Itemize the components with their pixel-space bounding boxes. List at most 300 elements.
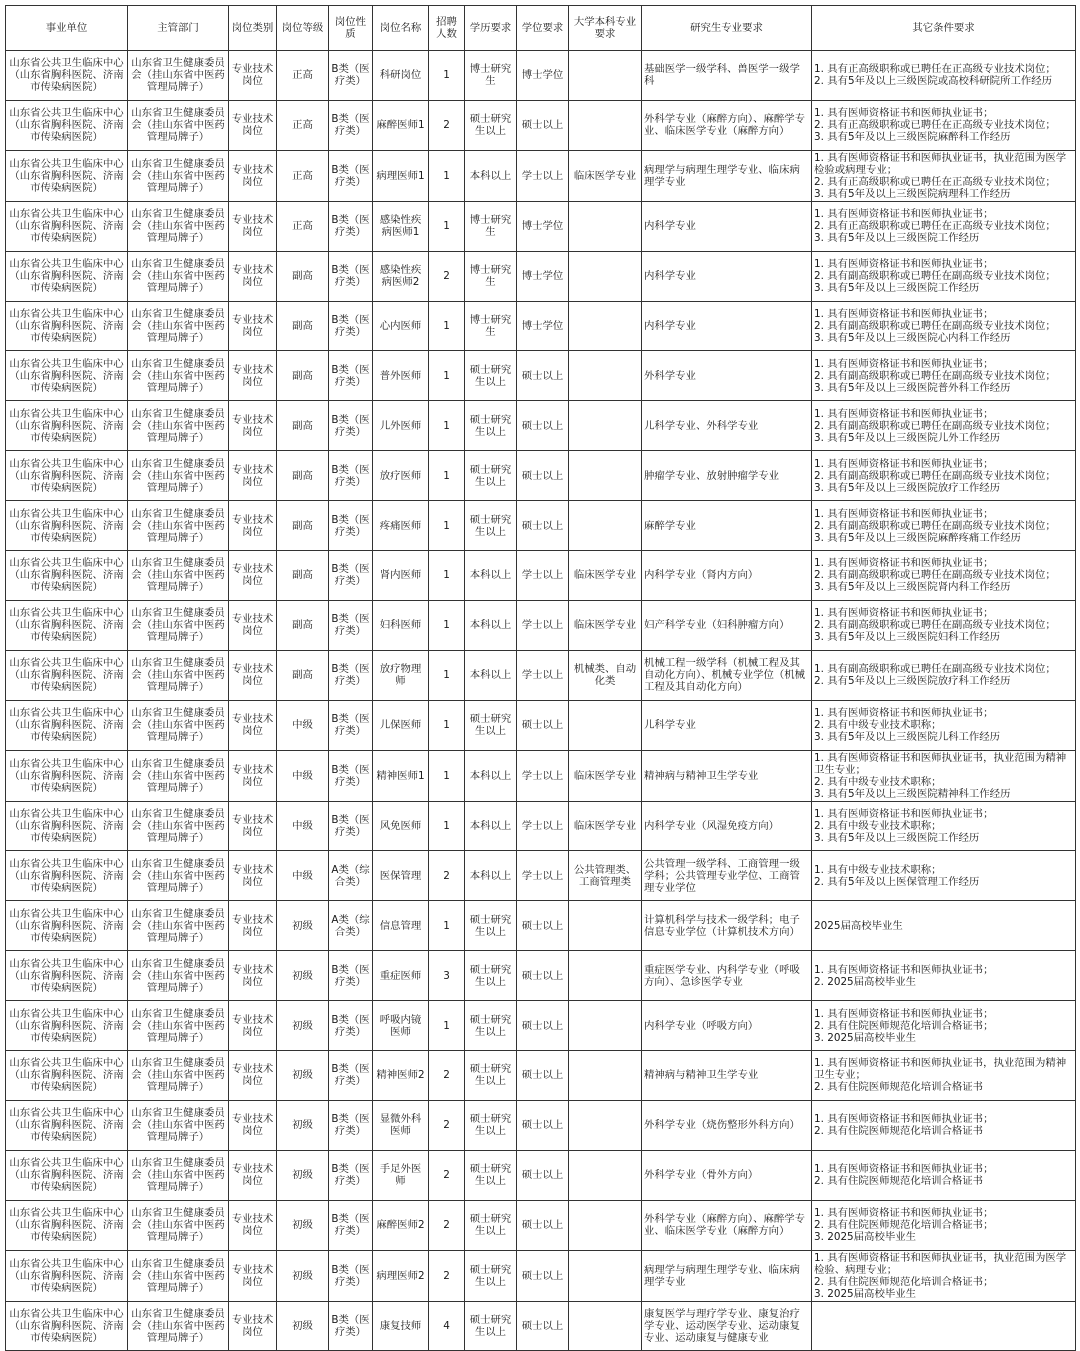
category-cell: 专业技术岗位	[229, 1200, 277, 1250]
other-requirements-cell: 1. 具有医师资格证书和医师执业证书； 2. 具有中级专业技术职称； 3. 具有5年及以上三级医院工作经历	[812, 801, 1076, 851]
degree-cell: 学士以上	[517, 551, 569, 601]
undergrad-major-cell: 临床医学专业	[569, 150, 642, 201]
headcount-cell: 1	[429, 451, 465, 501]
column-header: 学位要求	[517, 6, 569, 51]
category-cell: 专业技术岗位	[229, 351, 277, 401]
education-cell: 硕士研究生以上	[465, 1051, 517, 1101]
table-row	[6, 251, 1076, 301]
grad-major-cell: 病理学与病理生理学专业、临床病理学专业	[642, 1250, 812, 1301]
level-cell: 初级	[277, 1100, 329, 1150]
table-row	[6, 100, 1076, 150]
education-cell: 硕士研究生以上	[465, 1200, 517, 1250]
level-cell: 正高	[277, 201, 329, 251]
undergrad-major-cell	[569, 1051, 642, 1101]
department-cell: 山东省卫生健康委员会（挂山东省中医药管理局牌子）	[128, 750, 229, 801]
table-row	[6, 51, 1076, 101]
table-row	[6, 201, 1076, 251]
department-cell: 山东省卫生健康委员会（挂山东省中医药管理局牌子）	[128, 1301, 229, 1351]
grad-major-cell: 内科学专业（呼吸方向）	[642, 1001, 812, 1051]
grad-major-cell: 儿科学专业、外科学专业	[642, 401, 812, 451]
table-row	[6, 600, 1076, 650]
grad-major-cell: 精神病与精神卫生学专业	[642, 1051, 812, 1101]
department-cell: 山东省卫生健康委员会（挂山东省中医药管理局牌子）	[128, 401, 229, 451]
category-cell: 专业技术岗位	[229, 1250, 277, 1301]
other-requirements-cell: 1. 具有中级专业技术职称； 2. 具有5年及以上医保管理工作经历	[812, 851, 1076, 901]
unit-cell: 山东省公共卫生临床中心（山东省胸科医院、济南市传染病医院）	[6, 1150, 128, 1200]
position-name-cell: 普外医师	[373, 351, 429, 401]
department-cell: 山东省卫生健康委员会（挂山东省中医药管理局牌子）	[128, 451, 229, 501]
undergrad-major-cell	[569, 700, 642, 750]
nature-cell: B类（医疗类）	[329, 150, 373, 201]
grad-major-cell: 麻醉学专业	[642, 501, 812, 551]
headcount-cell: 1	[429, 201, 465, 251]
position-name-cell: 信息管理	[373, 901, 429, 951]
education-cell: 本科以上	[465, 750, 517, 801]
undergrad-major-cell	[569, 901, 642, 951]
unit-cell: 山东省公共卫生临床中心（山东省胸科医院、济南市传染病医院）	[6, 801, 128, 851]
level-cell: 副高	[277, 551, 329, 601]
category-cell: 专业技术岗位	[229, 851, 277, 901]
nature-cell: B类（医疗类）	[329, 1250, 373, 1301]
degree-cell: 硕士以上	[517, 901, 569, 951]
headcount-cell: 1	[429, 801, 465, 851]
department-cell: 山东省卫生健康委员会（挂山东省中医药管理局牌子）	[128, 301, 229, 351]
grad-major-cell: 外科学专业（骨外方向）	[642, 1150, 812, 1200]
other-requirements-cell: 1. 具有医师资格证书和医师执业证书，执业范围为医学检验或病理专业； 2. 具有正高级职称或已聘任在正高级专业技术岗位； 3. 具有5年及以上三级医院病理科工作经历	[812, 150, 1076, 201]
column-header: 岗位性质	[329, 6, 373, 51]
category-cell: 专业技术岗位	[229, 401, 277, 451]
department-cell: 山东省卫生健康委员会（挂山东省中医药管理局牌子）	[128, 650, 229, 700]
other-requirements-cell: 1. 具有医师资格证书和医师执业证书； 2. 具有副高级职称或已聘任在副高级专业技术岗位； 3. 具有5年及以上三级医院放疗工作经历	[812, 451, 1076, 501]
headcount-cell: 2	[429, 1150, 465, 1200]
headcount-cell: 2	[429, 1051, 465, 1101]
column-header: 招聘人数	[429, 6, 465, 51]
unit-cell: 山东省公共卫生临床中心（山东省胸科医院、济南市传染病医院）	[6, 851, 128, 901]
table-row	[6, 951, 1076, 1001]
degree-cell: 学士以上	[517, 650, 569, 700]
category-cell: 专业技术岗位	[229, 251, 277, 301]
recruitment-table	[5, 5, 1076, 1351]
other-requirements-cell: 1. 具有副高级职称或已聘任在副高级专业技术岗位； 2. 具有5年及以上三级医院放疗科工作经历	[812, 650, 1076, 700]
level-cell: 初级	[277, 1001, 329, 1051]
table-row	[6, 1200, 1076, 1250]
other-requirements-cell: 1. 具有医师资格证书和医师执业证书； 2. 具有副高级职称或已聘任在副高级专业技术岗位； 3. 具有5年及以上三级医院心内科工作经历	[812, 301, 1076, 351]
department-cell: 山东省卫生健康委员会（挂山东省中医药管理局牌子）	[128, 951, 229, 1001]
headcount-cell: 1	[429, 401, 465, 451]
department-cell: 山东省卫生健康委员会（挂山东省中医药管理局牌子）	[128, 1250, 229, 1301]
grad-major-cell: 机械工程一级学科（机械工程及其自动化方向）、机械专业学位（机械工程及其自动化方向）	[642, 650, 812, 700]
unit-cell: 山东省公共卫生临床中心（山东省胸科医院、济南市传染病医院）	[6, 451, 128, 501]
department-cell: 山东省卫生健康委员会（挂山东省中医药管理局牌子）	[128, 700, 229, 750]
degree-cell: 硕士以上	[517, 401, 569, 451]
unit-cell: 山东省公共卫生临床中心（山东省胸科医院、济南市传染病医院）	[6, 351, 128, 401]
degree-cell: 硕士以上	[517, 1001, 569, 1051]
education-cell: 硕士研究生以上	[465, 351, 517, 401]
education-cell: 硕士研究生以上	[465, 100, 517, 150]
nature-cell: B类（医疗类）	[329, 251, 373, 301]
level-cell: 中级	[277, 750, 329, 801]
category-cell: 专业技术岗位	[229, 600, 277, 650]
category-cell: 专业技术岗位	[229, 100, 277, 150]
nature-cell: B类（医疗类）	[329, 750, 373, 801]
nature-cell: B类（医疗类）	[329, 600, 373, 650]
table-row	[6, 700, 1076, 750]
undergrad-major-cell	[569, 951, 642, 1001]
education-cell: 硕士研究生以上	[465, 501, 517, 551]
category-cell: 专业技术岗位	[229, 750, 277, 801]
education-cell: 本科以上	[465, 801, 517, 851]
position-name-cell: 手足外医师	[373, 1150, 429, 1200]
other-requirements-cell: 1. 具有医师资格证书和医师执业证书； 2. 具有住院医师规范化培训合格证书	[812, 1100, 1076, 1150]
undergrad-major-cell	[569, 301, 642, 351]
headcount-cell: 2	[429, 1200, 465, 1250]
headcount-cell: 1	[429, 351, 465, 401]
other-requirements-cell: 1. 具有医师资格证书和医师执业证书； 2. 具有副高级职称或已聘任在副高级专业技术岗位； 3. 具有5年及以上三级医院麻醉疼痛工作经历	[812, 501, 1076, 551]
category-cell: 专业技术岗位	[229, 901, 277, 951]
unit-cell: 山东省公共卫生临床中心（山东省胸科医院、济南市传染病医院）	[6, 51, 128, 101]
table-row	[6, 501, 1076, 551]
undergrad-major-cell	[569, 451, 642, 501]
table-row	[6, 451, 1076, 501]
position-name-cell: 放疗物理师	[373, 650, 429, 700]
department-cell: 山东省卫生健康委员会（挂山东省中医药管理局牌子）	[128, 201, 229, 251]
level-cell: 中级	[277, 700, 329, 750]
department-cell: 山东省卫生健康委员会（挂山东省中医药管理局牌子）	[128, 501, 229, 551]
position-name-cell: 风免医师	[373, 801, 429, 851]
undergrad-major-cell	[569, 100, 642, 150]
headcount-cell: 2	[429, 1100, 465, 1150]
department-cell: 山东省卫生健康委员会（挂山东省中医药管理局牌子）	[128, 1051, 229, 1101]
nature-cell: B类（医疗类）	[329, 1100, 373, 1150]
position-name-cell: 感染性疾病医师2	[373, 251, 429, 301]
headcount-cell: 1	[429, 650, 465, 700]
category-cell: 专业技术岗位	[229, 201, 277, 251]
undergrad-major-cell	[569, 1100, 642, 1150]
undergrad-major-cell	[569, 251, 642, 301]
grad-major-cell: 康复医学与理疗学专业、康复治疗学专业、运动医学专业、运动康复专业、运动康复与健康专业	[642, 1301, 812, 1351]
degree-cell: 硕士以上	[517, 351, 569, 401]
other-requirements-cell: 1. 具有医师资格证书和医师执业证书； 2. 具有住院医师规范化培训合格证书； 3. 2025届高校毕业生	[812, 1200, 1076, 1250]
nature-cell: B类（医疗类）	[329, 551, 373, 601]
grad-major-cell: 外科学专业	[642, 351, 812, 401]
degree-cell: 学士以上	[517, 801, 569, 851]
table-row	[6, 801, 1076, 851]
undergrad-major-cell: 公共管理类、工商管理类	[569, 851, 642, 901]
table-row	[6, 1001, 1076, 1051]
department-cell: 山东省卫生健康委员会（挂山东省中医药管理局牌子）	[128, 1100, 229, 1150]
headcount-cell: 2	[429, 1250, 465, 1301]
undergrad-major-cell: 临床医学专业	[569, 600, 642, 650]
education-cell: 本科以上	[465, 650, 517, 700]
headcount-cell: 1	[429, 700, 465, 750]
headcount-cell: 1	[429, 600, 465, 650]
headcount-cell: 1	[429, 750, 465, 801]
education-cell: 硕士研究生以上	[465, 1150, 517, 1200]
department-cell: 山东省卫生健康委员会（挂山东省中医药管理局牌子）	[128, 150, 229, 201]
headcount-cell: 2	[429, 251, 465, 301]
department-cell: 山东省卫生健康委员会（挂山东省中医药管理局牌子）	[128, 51, 229, 101]
column-header: 研究生专业要求	[642, 6, 812, 51]
position-name-cell: 疼痛医师	[373, 501, 429, 551]
grad-major-cell: 外科学专业（烧伤整形外科方向）	[642, 1100, 812, 1150]
nature-cell: B类（医疗类）	[329, 1001, 373, 1051]
level-cell: 正高	[277, 51, 329, 101]
category-cell: 专业技术岗位	[229, 1150, 277, 1200]
undergrad-major-cell	[569, 1200, 642, 1250]
table-row	[6, 551, 1076, 601]
table-row	[6, 1150, 1076, 1200]
position-name-cell: 妇科医师	[373, 600, 429, 650]
category-cell: 专业技术岗位	[229, 650, 277, 700]
column-header: 学历要求	[465, 6, 517, 51]
level-cell: 副高	[277, 501, 329, 551]
level-cell: 中级	[277, 851, 329, 901]
undergrad-major-cell	[569, 1250, 642, 1301]
grad-major-cell: 内科学专业（肾内方向）	[642, 551, 812, 601]
nature-cell: B类（医疗类）	[329, 501, 373, 551]
table-row	[6, 750, 1076, 801]
category-cell: 专业技术岗位	[229, 1301, 277, 1351]
education-cell: 本科以上	[465, 600, 517, 650]
department-cell: 山东省卫生健康委员会（挂山东省中医药管理局牌子）	[128, 600, 229, 650]
undergrad-major-cell	[569, 201, 642, 251]
nature-cell: B类（医疗类）	[329, 51, 373, 101]
column-header: 大学本科专业要求	[569, 6, 642, 51]
unit-cell: 山东省公共卫生临床中心（山东省胸科医院、济南市传染病医院）	[6, 1001, 128, 1051]
unit-cell: 山东省公共卫生临床中心（山东省胸科医院、济南市传染病医院）	[6, 1100, 128, 1150]
undergrad-major-cell	[569, 51, 642, 101]
unit-cell: 山东省公共卫生临床中心（山东省胸科医院、济南市传染病医院）	[6, 750, 128, 801]
nature-cell: B类（医疗类）	[329, 201, 373, 251]
level-cell: 初级	[277, 1051, 329, 1101]
category-cell: 专业技术岗位	[229, 951, 277, 1001]
education-cell: 本科以上	[465, 150, 517, 201]
degree-cell: 学士以上	[517, 150, 569, 201]
degree-cell: 硕士以上	[517, 951, 569, 1001]
nature-cell: B类（医疗类）	[329, 451, 373, 501]
nature-cell: A类（综合类）	[329, 901, 373, 951]
unit-cell: 山东省公共卫生临床中心（山东省胸科医院、济南市传染病医院）	[6, 600, 128, 650]
column-header: 主管部门	[128, 6, 229, 51]
undergrad-major-cell	[569, 501, 642, 551]
undergrad-major-cell: 临床医学专业	[569, 801, 642, 851]
nature-cell: B类（医疗类）	[329, 100, 373, 150]
education-cell: 博士研究生	[465, 301, 517, 351]
grad-major-cell: 内科学专业	[642, 201, 812, 251]
grad-major-cell: 精神病与精神卫生学专业	[642, 750, 812, 801]
level-cell: 初级	[277, 1150, 329, 1200]
headcount-cell: 2	[429, 100, 465, 150]
department-cell: 山东省卫生健康委员会（挂山东省中医药管理局牌子）	[128, 1150, 229, 1200]
level-cell: 初级	[277, 901, 329, 951]
level-cell: 副高	[277, 401, 329, 451]
other-requirements-cell: 1. 具有正高级职称或已聘任在正高级专业技术岗位； 2. 具有5年及以上三级医院或高校科研院所工作经历	[812, 51, 1076, 101]
education-cell: 硕士研究生以上	[465, 700, 517, 750]
nature-cell: B类（医疗类）	[329, 1301, 373, 1351]
table-row	[6, 650, 1076, 700]
undergrad-major-cell	[569, 351, 642, 401]
headcount-cell: 3	[429, 951, 465, 1001]
unit-cell: 山东省公共卫生临床中心（山东省胸科医院、济南市传染病医院）	[6, 501, 128, 551]
headcount-cell: 4	[429, 1301, 465, 1351]
degree-cell: 硕士以上	[517, 1200, 569, 1250]
level-cell: 副高	[277, 351, 329, 401]
unit-cell: 山东省公共卫生临床中心（山东省胸科医院、济南市传染病医院）	[6, 301, 128, 351]
other-requirements-cell	[812, 1301, 1076, 1351]
position-name-cell: 病理医师2	[373, 1250, 429, 1301]
department-cell: 山东省卫生健康委员会（挂山东省中医药管理局牌子）	[128, 1200, 229, 1250]
unit-cell: 山东省公共卫生临床中心（山东省胸科医院、济南市传染病医院）	[6, 1301, 128, 1351]
department-cell: 山东省卫生健康委员会（挂山东省中医药管理局牌子）	[128, 1001, 229, 1051]
position-name-cell: 重症医师	[373, 951, 429, 1001]
level-cell: 正高	[277, 150, 329, 201]
grad-major-cell: 儿科学专业	[642, 700, 812, 750]
degree-cell: 博士学位	[517, 201, 569, 251]
other-requirements-cell: 1. 具有医师资格证书和医师执业证书，执业范围为精神卫生专业； 2. 具有中级专业技术职称； 3. 具有5年及以上三级医院精神科工作经历	[812, 750, 1076, 801]
table-row	[6, 1051, 1076, 1101]
unit-cell: 山东省公共卫生临床中心（山东省胸科医院、济南市传染病医院）	[6, 150, 128, 201]
category-cell: 专业技术岗位	[229, 301, 277, 351]
level-cell: 初级	[277, 951, 329, 1001]
column-header: 岗位类别	[229, 6, 277, 51]
nature-cell: B类（医疗类）	[329, 1051, 373, 1101]
other-requirements-cell: 1. 具有医师资格证书和医师执业证书； 2. 具有副高级职称或已聘任在副高级专业技术岗位； 3. 具有5年及以上三级医院儿外工作经历	[812, 401, 1076, 451]
headcount-cell: 1	[429, 1001, 465, 1051]
nature-cell: B类（医疗类）	[329, 650, 373, 700]
category-cell: 专业技术岗位	[229, 700, 277, 750]
level-cell: 副高	[277, 251, 329, 301]
education-cell: 硕士研究生以上	[465, 901, 517, 951]
education-cell: 硕士研究生以上	[465, 1001, 517, 1051]
table-row	[6, 401, 1076, 451]
position-name-cell: 心内医师	[373, 301, 429, 351]
unit-cell: 山东省公共卫生临床中心（山东省胸科医院、济南市传染病医院）	[6, 100, 128, 150]
level-cell: 初级	[277, 1200, 329, 1250]
category-cell: 专业技术岗位	[229, 501, 277, 551]
level-cell: 副高	[277, 451, 329, 501]
undergrad-major-cell: 机械类、自动化类	[569, 650, 642, 700]
education-cell: 硕士研究生以上	[465, 1100, 517, 1150]
undergrad-major-cell	[569, 1001, 642, 1051]
degree-cell: 博士学位	[517, 301, 569, 351]
position-name-cell: 科研岗位	[373, 51, 429, 101]
grad-major-cell: 基础医学一级学科、兽医学一级学科	[642, 51, 812, 101]
position-name-cell: 精神医师1	[373, 750, 429, 801]
degree-cell: 硕士以上	[517, 100, 569, 150]
grad-major-cell: 内科学专业（风湿免疫方向）	[642, 801, 812, 851]
degree-cell: 硕士以上	[517, 501, 569, 551]
position-name-cell: 儿保医师	[373, 700, 429, 750]
table-row	[6, 301, 1076, 351]
degree-cell: 博士学位	[517, 251, 569, 301]
department-cell: 山东省卫生健康委员会（挂山东省中医药管理局牌子）	[128, 901, 229, 951]
position-name-cell: 呼吸内镜医师	[373, 1001, 429, 1051]
unit-cell: 山东省公共卫生临床中心（山东省胸科医院、济南市传染病医院）	[6, 1200, 128, 1250]
grad-major-cell: 内科学专业	[642, 301, 812, 351]
education-cell: 博士研究生	[465, 251, 517, 301]
degree-cell: 学士以上	[517, 600, 569, 650]
category-cell: 专业技术岗位	[229, 451, 277, 501]
position-name-cell: 麻醉医师2	[373, 1200, 429, 1250]
level-cell: 初级	[277, 1301, 329, 1351]
position-name-cell: 病理医师1	[373, 150, 429, 201]
headcount-cell: 1	[429, 51, 465, 101]
undergrad-major-cell	[569, 1150, 642, 1200]
department-cell: 山东省卫生健康委员会（挂山东省中医药管理局牌子）	[128, 351, 229, 401]
unit-cell: 山东省公共卫生临床中心（山东省胸科医院、济南市传染病医院）	[6, 1250, 128, 1301]
category-cell: 专业技术岗位	[229, 1001, 277, 1051]
degree-cell: 博士学位	[517, 51, 569, 101]
education-cell: 硕士研究生以上	[465, 401, 517, 451]
category-cell: 专业技术岗位	[229, 801, 277, 851]
column-header: 事业单位	[6, 6, 128, 51]
education-cell: 硕士研究生以上	[465, 1301, 517, 1351]
other-requirements-cell: 1. 具有医师资格证书和医师执业证书； 2. 具有副高级职称或已聘任在副高级专业技术岗位； 3. 具有5年及以上三级医院妇科工作经历	[812, 600, 1076, 650]
degree-cell: 学士以上	[517, 750, 569, 801]
table-row	[6, 1100, 1076, 1150]
level-cell: 初级	[277, 1250, 329, 1301]
degree-cell: 硕士以上	[517, 700, 569, 750]
grad-major-cell: 肿瘤学专业、放射肿瘤学专业	[642, 451, 812, 501]
level-cell: 副高	[277, 650, 329, 700]
grad-major-cell: 妇产科学专业（妇科肿瘤方向）	[642, 600, 812, 650]
education-cell: 硕士研究生以上	[465, 1250, 517, 1301]
headcount-cell: 1	[429, 901, 465, 951]
table-row	[6, 150, 1076, 201]
department-cell: 山东省卫生健康委员会（挂山东省中医药管理局牌子）	[128, 851, 229, 901]
education-cell: 博士研究生	[465, 201, 517, 251]
other-requirements-cell: 2025届高校毕业生	[812, 901, 1076, 951]
headcount-cell: 2	[429, 851, 465, 901]
nature-cell: B类（医疗类）	[329, 700, 373, 750]
undergrad-major-cell	[569, 401, 642, 451]
nature-cell: B类（医疗类）	[329, 351, 373, 401]
header-row	[6, 6, 1076, 51]
other-requirements-cell: 1. 具有医师资格证书和医师执业证书，执业范围为精神卫生专业； 2. 具有住院医师规范化培训合格证书	[812, 1051, 1076, 1101]
degree-cell: 学士以上	[517, 851, 569, 901]
grad-major-cell: 病理学与病理生理学专业、临床病理学专业	[642, 150, 812, 201]
other-requirements-cell: 1. 具有医师资格证书和医师执业证书； 2. 具有中级专业技术职称； 3. 具有5年及以上三级医院儿科工作经历	[812, 700, 1076, 750]
other-requirements-cell: 1. 具有医师资格证书和医师执业证书； 2. 具有住院医师规范化培训合格证书； 3. 2025届高校毕业生	[812, 1001, 1076, 1051]
undergrad-major-cell: 临床医学专业	[569, 750, 642, 801]
nature-cell: B类（医疗类）	[329, 1150, 373, 1200]
headcount-cell: 1	[429, 150, 465, 201]
nature-cell: B类（医疗类）	[329, 1200, 373, 1250]
grad-major-cell: 重症医学专业、内科学专业（呼吸方向）、急诊医学专业	[642, 951, 812, 1001]
nature-cell: A类（综合类）	[329, 851, 373, 901]
degree-cell: 硕士以上	[517, 1051, 569, 1101]
table-row	[6, 851, 1076, 901]
position-name-cell: 精神医师2	[373, 1051, 429, 1101]
undergrad-major-cell	[569, 1301, 642, 1351]
other-requirements-cell: 1. 具有医师资格证书和医师执业证书； 2. 具有正高级职称或已聘任在正高级专业技术岗位； 3. 具有5年及以上三级医院麻醉科工作经历	[812, 100, 1076, 150]
degree-cell: 硕士以上	[517, 1150, 569, 1200]
nature-cell: B类（医疗类）	[329, 301, 373, 351]
department-cell: 山东省卫生健康委员会（挂山东省中医药管理局牌子）	[128, 801, 229, 851]
position-name-cell: 显微外科医师	[373, 1100, 429, 1150]
unit-cell: 山东省公共卫生临床中心（山东省胸科医院、济南市传染病医院）	[6, 1051, 128, 1101]
education-cell: 硕士研究生以上	[465, 451, 517, 501]
other-requirements-cell: 1. 具有医师资格证书和医师执业证书； 2. 具有副高级职称或已聘任在副高级专业技术岗位； 3. 具有5年及以上三级医院肾内科工作经历	[812, 551, 1076, 601]
unit-cell: 山东省公共卫生临床中心（山东省胸科医院、济南市传染病医院）	[6, 201, 128, 251]
department-cell: 山东省卫生健康委员会（挂山东省中医药管理局牌子）	[128, 551, 229, 601]
other-requirements-cell: 1. 具有医师资格证书和医师执业证书； 2. 具有住院医师规范化培训合格证书	[812, 1150, 1076, 1200]
other-requirements-cell: 1. 具有医师资格证书和医师执业证书，执业范围为医学检验、病理专业； 2. 具有住院医师规范化培训合格证书； 3. 2025届高校毕业生	[812, 1250, 1076, 1301]
level-cell: 副高	[277, 301, 329, 351]
position-name-cell: 医保管理	[373, 851, 429, 901]
headcount-cell: 1	[429, 501, 465, 551]
grad-major-cell: 公共管理一级学科、工商管理一级学科；公共管理专业学位、工商管理专业学位	[642, 851, 812, 901]
